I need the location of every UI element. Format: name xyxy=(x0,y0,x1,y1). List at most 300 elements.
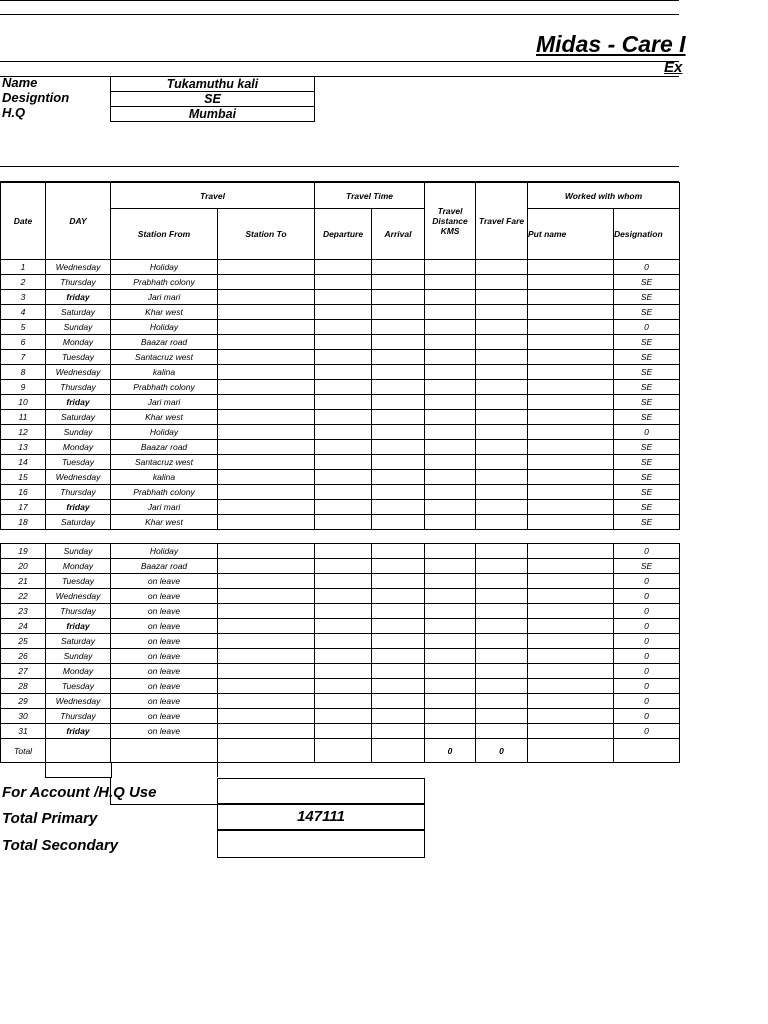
departure-cell[interactable] xyxy=(315,559,372,574)
station-to-cell[interactable] xyxy=(218,275,315,290)
arrival-cell[interactable] xyxy=(372,604,425,619)
departure-cell[interactable] xyxy=(315,679,372,694)
departure-cell[interactable] xyxy=(315,290,372,305)
station-to-cell[interactable] xyxy=(218,709,315,724)
arrival-cell[interactable] xyxy=(372,320,425,335)
station-to-cell[interactable] xyxy=(218,350,315,365)
distance-cell[interactable] xyxy=(425,515,476,530)
distance-cell[interactable] xyxy=(425,290,476,305)
departure-cell[interactable] xyxy=(315,485,372,500)
departure-cell[interactable] xyxy=(315,500,372,515)
station-from-cell[interactable]: Prabhath colony xyxy=(111,485,218,500)
station-from-cell[interactable]: on leave xyxy=(111,589,218,604)
designation-cell[interactable]: SE xyxy=(614,335,680,350)
distance-cell[interactable] xyxy=(425,574,476,589)
put-name-cell[interactable] xyxy=(528,305,614,320)
designation-cell[interactable]: 0 xyxy=(614,724,680,739)
fare-cell[interactable] xyxy=(476,440,528,455)
account-box[interactable] xyxy=(217,778,425,804)
departure-cell[interactable] xyxy=(315,260,372,275)
distance-cell[interactable] xyxy=(425,589,476,604)
station-to-cell[interactable] xyxy=(218,425,315,440)
station-from-cell[interactable]: Khar west xyxy=(111,410,218,425)
day-cell: Sunday xyxy=(46,649,111,664)
arrival-cell[interactable] xyxy=(372,380,425,395)
day-cell: Wednesday xyxy=(46,589,111,604)
station-to-cell[interactable] xyxy=(218,515,315,530)
table-row xyxy=(1,305,680,320)
station-from-cell[interactable]: Khar west xyxy=(111,515,218,530)
fare-cell[interactable] xyxy=(476,544,528,559)
fare-cell[interactable] xyxy=(476,559,528,574)
put-name-cell[interactable] xyxy=(528,275,614,290)
fare-cell[interactable] xyxy=(476,724,528,739)
fare-cell[interactable] xyxy=(476,380,528,395)
secondary-box[interactable] xyxy=(217,830,425,858)
departure-cell[interactable] xyxy=(315,604,372,619)
station-to-cell[interactable] xyxy=(218,634,315,649)
station-from-cell[interactable]: on leave xyxy=(111,664,218,679)
designation-cell[interactable]: SE xyxy=(614,515,680,530)
fare-cell[interactable] xyxy=(476,395,528,410)
fare-cell[interactable] xyxy=(476,634,528,649)
designation-cell[interactable]: 0 xyxy=(614,574,680,589)
arrival-cell[interactable] xyxy=(372,350,425,365)
station-to-cell[interactable] xyxy=(218,320,315,335)
designation-cell[interactable]: SE xyxy=(614,470,680,485)
departure-cell[interactable] xyxy=(315,724,372,739)
primary-value[interactable]: 147111 xyxy=(217,804,425,830)
day-cell: Monday xyxy=(46,335,111,350)
station-from-cell[interactable]: on leave xyxy=(111,724,218,739)
distance-cell[interactable] xyxy=(425,619,476,634)
distance-cell[interactable] xyxy=(425,679,476,694)
arrival-cell[interactable] xyxy=(372,589,425,604)
put-name-cell[interactable] xyxy=(528,335,614,350)
departure-cell[interactable] xyxy=(315,275,372,290)
fare-cell[interactable] xyxy=(476,589,528,604)
arrival-cell[interactable] xyxy=(372,559,425,574)
designation-cell[interactable]: 0 xyxy=(614,320,680,335)
put-name-cell[interactable] xyxy=(528,365,614,380)
designation-cell[interactable]: SE xyxy=(614,395,680,410)
distance-cell[interactable] xyxy=(425,470,476,485)
fare-cell[interactable] xyxy=(476,350,528,365)
designation-cell[interactable]: 0 xyxy=(614,544,680,559)
station-from-cell[interactable]: on leave xyxy=(111,604,218,619)
fare-cell[interactable] xyxy=(476,335,528,350)
designation-cell[interactable]: 0 xyxy=(614,664,680,679)
designation-cell[interactable]: SE xyxy=(614,350,680,365)
put-name-cell[interactable] xyxy=(528,604,614,619)
departure-cell[interactable] xyxy=(315,589,372,604)
arrival-cell[interactable] xyxy=(372,515,425,530)
date-cell: 5 xyxy=(1,320,46,335)
distance-cell[interactable] xyxy=(425,559,476,574)
distance-cell[interactable] xyxy=(425,440,476,455)
designation-cell[interactable]: 0 xyxy=(614,589,680,604)
date-cell: 31 xyxy=(1,724,46,739)
designation-cell[interactable]: SE xyxy=(614,440,680,455)
station-to-cell[interactable] xyxy=(218,604,315,619)
station-to-cell[interactable] xyxy=(218,260,315,275)
fare-cell[interactable] xyxy=(476,305,528,320)
arrival-cell[interactable] xyxy=(372,425,425,440)
designation-cell[interactable]: SE xyxy=(614,410,680,425)
total-fare[interactable]: 0 xyxy=(476,739,528,763)
day-cell: Monday xyxy=(46,440,111,455)
station-to-cell[interactable] xyxy=(218,559,315,574)
date-cell: 1 xyxy=(1,260,46,275)
station-from-cell[interactable]: Santacruz west xyxy=(111,350,218,365)
departure-cell[interactable] xyxy=(315,544,372,559)
designation-cell[interactable]: SE xyxy=(614,485,680,500)
put-name-cell[interactable] xyxy=(528,485,614,500)
fare-cell[interactable] xyxy=(476,275,528,290)
fare-cell[interactable] xyxy=(476,410,528,425)
station-from-cell[interactable]: Holiday xyxy=(111,544,218,559)
put-name-cell[interactable] xyxy=(528,380,614,395)
departure-cell[interactable] xyxy=(315,455,372,470)
header-travel: Travel xyxy=(111,183,315,209)
distance-cell[interactable] xyxy=(425,275,476,290)
distance-cell[interactable] xyxy=(425,305,476,320)
designation-cell[interactable]: 0 xyxy=(614,634,680,649)
distance-cell[interactable] xyxy=(425,365,476,380)
station-to-cell[interactable] xyxy=(218,470,315,485)
fare-cell[interactable] xyxy=(476,485,528,500)
designation-cell[interactable]: SE xyxy=(614,559,680,574)
fare-cell[interactable] xyxy=(476,470,528,485)
station-from-cell[interactable]: on leave xyxy=(111,649,218,664)
fare-cell[interactable] xyxy=(476,290,528,305)
day-cell: Tuesday xyxy=(46,350,111,365)
distance-cell[interactable] xyxy=(425,709,476,724)
distance-cell[interactable] xyxy=(425,604,476,619)
departure-cell[interactable] xyxy=(315,395,372,410)
departure-cell[interactable] xyxy=(315,335,372,350)
fare-cell[interactable] xyxy=(476,515,528,530)
departure-cell[interactable] xyxy=(315,350,372,365)
arrival-cell[interactable] xyxy=(372,305,425,320)
put-name-cell[interactable] xyxy=(528,574,614,589)
arrival-cell[interactable] xyxy=(372,709,425,724)
station-from-cell[interactable]: on leave xyxy=(111,709,218,724)
put-name-cell[interactable] xyxy=(528,455,614,470)
distance-cell[interactable] xyxy=(425,350,476,365)
put-name-cell[interactable] xyxy=(528,500,614,515)
put-name-cell[interactable] xyxy=(528,440,614,455)
date-cell: 18 xyxy=(1,515,46,530)
station-from-cell[interactable]: on leave xyxy=(111,619,218,634)
date-cell: 10 xyxy=(1,395,46,410)
date-cell: 17 xyxy=(1,500,46,515)
designation-cell[interactable]: 0 xyxy=(614,694,680,709)
distance-cell[interactable] xyxy=(425,664,476,679)
arrival-cell[interactable] xyxy=(372,679,425,694)
fare-cell[interactable] xyxy=(476,709,528,724)
total-designation-cell[interactable] xyxy=(614,739,680,763)
arrival-cell[interactable] xyxy=(372,275,425,290)
station-to-cell[interactable] xyxy=(218,619,315,634)
station-from-cell[interactable]: Khar west xyxy=(111,305,218,320)
distance-cell[interactable] xyxy=(425,455,476,470)
distance-cell[interactable] xyxy=(425,485,476,500)
station-to-cell[interactable] xyxy=(218,410,315,425)
fare-cell[interactable] xyxy=(476,320,528,335)
departure-cell[interactable] xyxy=(315,365,372,380)
designation-cell[interactable]: SE xyxy=(614,290,680,305)
station-to-cell[interactable] xyxy=(218,589,315,604)
put-name-cell[interactable] xyxy=(528,634,614,649)
arrival-cell[interactable] xyxy=(372,335,425,350)
arrival-cell[interactable] xyxy=(372,619,425,634)
fare-cell[interactable] xyxy=(476,500,528,515)
table-row xyxy=(1,649,680,664)
arrival-cell[interactable] xyxy=(372,694,425,709)
station-to-cell[interactable] xyxy=(218,694,315,709)
put-name-cell[interactable] xyxy=(528,559,614,574)
designation-cell[interactable]: 0 xyxy=(614,679,680,694)
arrival-cell[interactable] xyxy=(372,455,425,470)
station-from-cell[interactable]: on leave xyxy=(111,694,218,709)
station-from-cell[interactable]: on leave xyxy=(111,574,218,589)
distance-cell[interactable] xyxy=(425,260,476,275)
designation-cell[interactable]: SE xyxy=(614,365,680,380)
designation-cell[interactable]: SE xyxy=(614,275,680,290)
station-to-cell[interactable] xyxy=(218,649,315,664)
header-designation: Designation xyxy=(614,209,680,260)
hq-value[interactable]: Mumbai xyxy=(110,106,315,122)
table-row xyxy=(1,589,680,604)
station-to-cell[interactable] xyxy=(218,724,315,739)
designation-label: Designtion xyxy=(2,90,70,105)
departure-cell[interactable] xyxy=(315,574,372,589)
departure-cell[interactable] xyxy=(315,515,372,530)
station-to-cell[interactable] xyxy=(218,335,315,350)
departure-cell[interactable] xyxy=(315,410,372,425)
station-from-cell[interactable]: kalina xyxy=(111,470,218,485)
fare-cell[interactable] xyxy=(476,455,528,470)
arrival-cell[interactable] xyxy=(372,724,425,739)
station-from-cell[interactable]: Baazar road xyxy=(111,440,218,455)
designation-cell[interactable]: SE xyxy=(614,455,680,470)
station-from-cell[interactable]: Holiday xyxy=(111,260,218,275)
fare-cell[interactable] xyxy=(476,365,528,380)
arrival-cell[interactable] xyxy=(372,634,425,649)
table-row xyxy=(1,634,680,649)
station-to-cell[interactable] xyxy=(218,290,315,305)
station-from-cell[interactable]: Santacruz west xyxy=(111,455,218,470)
fare-cell[interactable] xyxy=(476,619,528,634)
put-name-cell[interactable] xyxy=(528,619,614,634)
arrival-cell[interactable] xyxy=(372,395,425,410)
arrival-cell[interactable] xyxy=(372,260,425,275)
table-row xyxy=(1,410,680,425)
station-from-cell[interactable]: Holiday xyxy=(111,320,218,335)
departure-cell[interactable] xyxy=(315,320,372,335)
station-from-cell[interactable]: Jari mari xyxy=(111,500,218,515)
station-from-cell[interactable]: Prabhath colony xyxy=(111,380,218,395)
departure-cell[interactable] xyxy=(315,305,372,320)
name-value[interactable]: Tukamuthu kali xyxy=(110,76,315,92)
put-name-cell[interactable] xyxy=(528,320,614,335)
designation-cell[interactable]: 0 xyxy=(614,619,680,634)
distance-cell[interactable] xyxy=(425,500,476,515)
arrival-cell[interactable] xyxy=(372,440,425,455)
put-name-cell[interactable] xyxy=(528,724,614,739)
departure-cell[interactable] xyxy=(315,709,372,724)
station-from-cell[interactable]: Baazar road xyxy=(111,559,218,574)
name-label: Name xyxy=(2,75,38,90)
table-row xyxy=(1,350,680,365)
station-to-cell[interactable] xyxy=(218,679,315,694)
departure-cell[interactable] xyxy=(315,380,372,395)
departure-cell[interactable] xyxy=(315,425,372,440)
designation-value[interactable]: SE xyxy=(110,91,315,107)
distance-cell[interactable] xyxy=(425,335,476,350)
station-to-cell[interactable] xyxy=(218,440,315,455)
station-to-cell[interactable] xyxy=(218,664,315,679)
arrival-cell[interactable] xyxy=(372,290,425,305)
distance-cell[interactable] xyxy=(425,694,476,709)
put-name-cell[interactable] xyxy=(528,649,614,664)
day-cell: Sunday xyxy=(46,544,111,559)
put-name-cell[interactable] xyxy=(528,470,614,485)
header-put-name: Put name xyxy=(528,209,614,260)
arrival-cell[interactable] xyxy=(372,470,425,485)
station-to-cell[interactable] xyxy=(218,574,315,589)
put-name-cell[interactable] xyxy=(528,395,614,410)
date-cell: 23 xyxy=(1,604,46,619)
fare-cell[interactable] xyxy=(476,425,528,440)
designation-cell[interactable]: 0 xyxy=(614,260,680,275)
fare-cell[interactable] xyxy=(476,574,528,589)
designation-cell[interactable]: 0 xyxy=(614,425,680,440)
departure-cell[interactable] xyxy=(315,619,372,634)
departure-cell[interactable] xyxy=(315,664,372,679)
date-cell: 20 xyxy=(1,559,46,574)
station-to-cell[interactable] xyxy=(218,455,315,470)
date-cell: 28 xyxy=(1,679,46,694)
fare-cell[interactable] xyxy=(476,649,528,664)
arrival-cell[interactable] xyxy=(372,485,425,500)
total-to-cell[interactable] xyxy=(218,739,315,763)
put-name-cell[interactable] xyxy=(528,709,614,724)
date-cell: 4 xyxy=(1,305,46,320)
distance-cell[interactable] xyxy=(425,544,476,559)
arrival-cell[interactable] xyxy=(372,574,425,589)
date-cell: 16 xyxy=(1,485,46,500)
total-arrival-cell[interactable] xyxy=(372,739,425,763)
arrival-cell[interactable] xyxy=(372,410,425,425)
station-to-cell[interactable] xyxy=(218,395,315,410)
arrival-cell[interactable] xyxy=(372,544,425,559)
station-to-cell[interactable] xyxy=(218,500,315,515)
arrival-cell[interactable] xyxy=(372,500,425,515)
fare-cell[interactable] xyxy=(476,260,528,275)
station-to-cell[interactable] xyxy=(218,305,315,320)
total-from-cell[interactable] xyxy=(111,739,218,763)
designation-cell[interactable]: SE xyxy=(614,305,680,320)
station-from-cell[interactable]: kalina xyxy=(111,365,218,380)
total-departure-cell[interactable] xyxy=(315,739,372,763)
station-to-cell[interactable] xyxy=(218,365,315,380)
designation-cell[interactable]: 0 xyxy=(614,709,680,724)
arrival-cell[interactable] xyxy=(372,664,425,679)
distance-cell[interactable] xyxy=(425,634,476,649)
distance-cell[interactable] xyxy=(425,380,476,395)
put-name-cell[interactable] xyxy=(528,410,614,425)
station-from-cell[interactable]: on leave xyxy=(111,634,218,649)
distance-cell[interactable] xyxy=(425,425,476,440)
departure-cell[interactable] xyxy=(315,470,372,485)
put-name-cell[interactable] xyxy=(528,694,614,709)
day-cell: Thursday xyxy=(46,709,111,724)
put-name-cell[interactable] xyxy=(528,290,614,305)
table-row xyxy=(1,275,680,290)
station-from-cell[interactable]: Holiday xyxy=(111,425,218,440)
put-name-cell[interactable] xyxy=(528,260,614,275)
distance-cell[interactable] xyxy=(425,724,476,739)
fare-cell[interactable] xyxy=(476,664,528,679)
departure-cell[interactable] xyxy=(315,694,372,709)
table-row xyxy=(1,365,680,380)
page-subtitle: Ex xyxy=(664,59,683,76)
table-row xyxy=(1,455,680,470)
put-name-cell[interactable] xyxy=(528,544,614,559)
departure-cell[interactable] xyxy=(315,634,372,649)
station-to-cell[interactable] xyxy=(218,485,315,500)
designation-cell[interactable]: 0 xyxy=(614,604,680,619)
designation-cell[interactable]: 0 xyxy=(614,649,680,664)
put-name-cell[interactable] xyxy=(528,350,614,365)
total-distance[interactable]: 0 xyxy=(425,739,476,763)
put-name-cell[interactable] xyxy=(528,679,614,694)
station-to-cell[interactable] xyxy=(218,544,315,559)
total-day-cell[interactable] xyxy=(46,739,111,763)
distance-cell[interactable] xyxy=(425,320,476,335)
arrival-cell[interactable] xyxy=(372,649,425,664)
station-to-cell[interactable] xyxy=(218,380,315,395)
header-day: DAY xyxy=(46,183,111,260)
station-from-cell[interactable]: Baazar road xyxy=(111,335,218,350)
title-area xyxy=(0,0,686,90)
put-name-cell[interactable] xyxy=(528,425,614,440)
date-cell: 27 xyxy=(1,664,46,679)
station-from-cell[interactable]: Jari mari xyxy=(111,395,218,410)
departure-cell[interactable] xyxy=(315,649,372,664)
designation-cell[interactable]: SE xyxy=(614,500,680,515)
arrival-cell[interactable] xyxy=(372,365,425,380)
station-from-cell[interactable]: Prabhath colony xyxy=(111,275,218,290)
fare-cell[interactable] xyxy=(476,604,528,619)
put-name-cell[interactable] xyxy=(528,664,614,679)
total-putname-cell[interactable] xyxy=(528,739,614,763)
designation-cell[interactable]: SE xyxy=(614,380,680,395)
departure-cell[interactable] xyxy=(315,440,372,455)
distance-cell[interactable] xyxy=(425,395,476,410)
station-from-cell[interactable]: on leave xyxy=(111,679,218,694)
fare-cell[interactable] xyxy=(476,679,528,694)
put-name-cell[interactable] xyxy=(528,589,614,604)
distance-cell[interactable] xyxy=(425,410,476,425)
fare-cell[interactable] xyxy=(476,694,528,709)
station-from-cell[interactable]: Jari mari xyxy=(111,290,218,305)
distance-cell[interactable] xyxy=(425,649,476,664)
header-station-to: Station To xyxy=(218,209,315,260)
put-name-cell[interactable] xyxy=(528,515,614,530)
